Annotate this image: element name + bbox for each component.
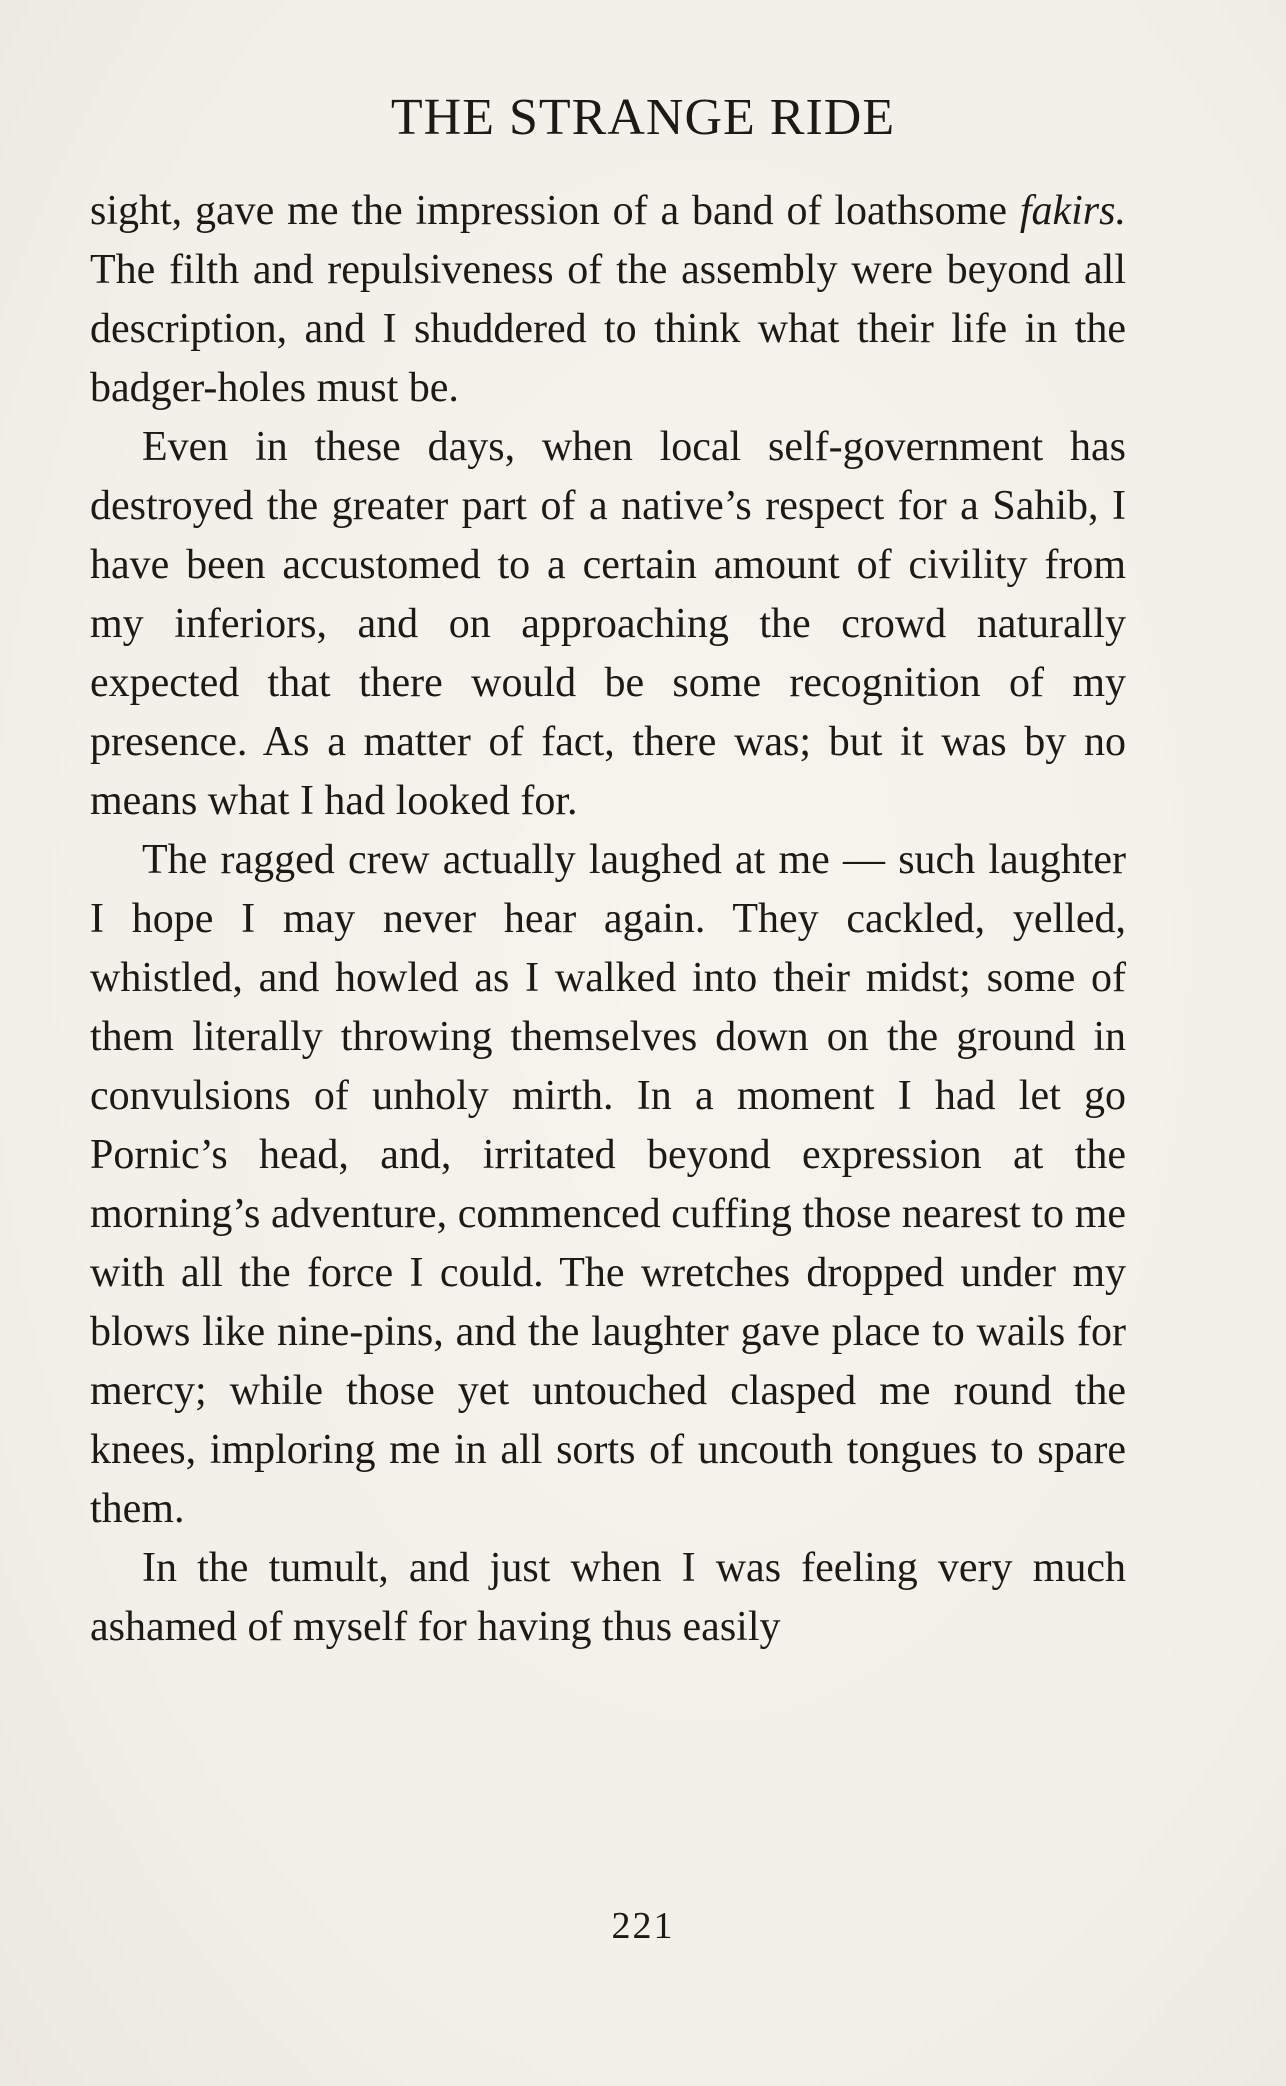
paragraph-1 [90,182,1126,418]
paragraph-1-italic: fakirs. [1019,188,1126,234]
paragraph-1-text: sight, gave me the impression of a band of loathsome [90,188,1020,234]
paragraph-1-text-cont: The filth and repulsiveness of the assembly were beyond all description, and I shuddered to think what their life in the badger-holes must be. [90,247,1126,411]
page-number: 221 [611,1905,675,1947]
paragraph-4: In the tumult, and just when I was feeling very much ashamed of myself for having thus easily [90,1545,1126,1650]
running-head: THE STRANGE RIDE [390,89,896,146]
paragraph-2: Even in these days, when local self-government has destroyed the greater part of a native’s respect for a Sahib, I have been accustomed to a certain amount of civility from my inferiors, and on approaching the crowd naturally expected that there would be some recognition of my presence. As a matter of fact, there was; but it was by no means what I had looked for. [90,424,1126,824]
paragraph-3: The ragged crew actually laughed at me — such laughter I hope I may never hear again. They cackled, yelled, whistled, and howled as I walked into their midst; some of them literally throwing themselves down on the ground in convulsions of unholy mirth. In a moment I had let go Pornic’s head, and, irritated beyond expression at the morning’s adventure, commenced cuffing those nearest to me with all the force I could. The wretches dropped under my blows like nine-pins, and the laughter gave place to wails for mercy; while those yet untouched clasped me round the knees, imploring me in all sorts of uncouth tongues to spare them. [90,837,1126,1532]
body-text [90,182,1126,1657]
